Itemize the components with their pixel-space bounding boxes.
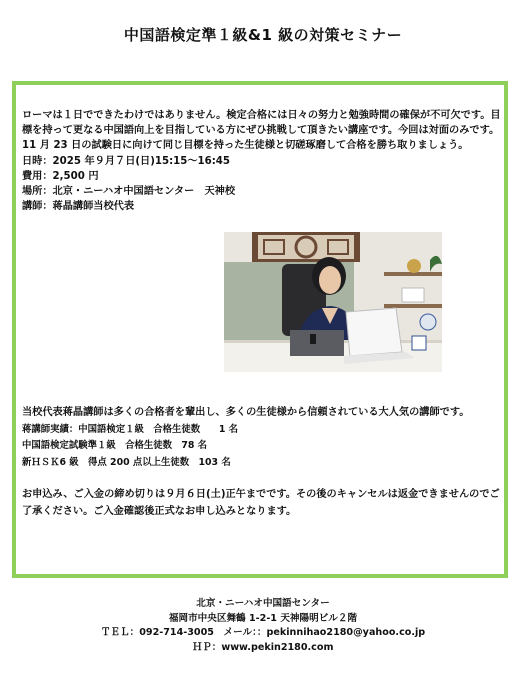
footer bbox=[0, 597, 526, 655]
record-line-1: 蒋講師実績：中国語検定１級 合格生徒数 1 名 bbox=[22, 423, 239, 435]
footer-address: 福岡市中央区舞鶴 1-2-1 天神陽明ビル２階 bbox=[168, 612, 358, 624]
date-line: 日時：2025 年９月７日(日)15:15～16:45 bbox=[22, 155, 230, 167]
instructor-line: 講師：蒋晶講師当校代表 bbox=[22, 201, 135, 213]
footer-contact: ＴＥＬ：092-714-3005 メール：：pekinnihao2180@yahoo.co.jp bbox=[100, 627, 426, 638]
place-line: 場所：北京・ニーハオ中国語センター 天神校 bbox=[22, 186, 236, 198]
footer-homepage: ＨＰ：www.pekin2180.com bbox=[192, 641, 334, 653]
deadline-note: お申込み、ご入金の締め切りは９月６日(土)正午までです。その後のキャンセルは返金できませんのでご了承ください。ご入金確認後正式なお申し込みとなります。 bbox=[22, 489, 500, 517]
record-line-2: 中国語検定試験準１級 合格生徒数 78 名 bbox=[22, 440, 208, 451]
instructor-photo-illustration bbox=[224, 232, 442, 372]
instructor-intro: 当校代表蒋晶講師は多くの合格者を輩出し、多くの生徒様から信頼されている大人気の講師です。 bbox=[22, 407, 470, 418]
instructor-section bbox=[22, 405, 508, 471]
footer-org: 北京・ニーハオ中国語センター bbox=[196, 598, 330, 609]
page-title: 中国語検定準１級&1 級の対策セミナー bbox=[123, 26, 403, 44]
seminar-description bbox=[22, 108, 508, 214]
fee-line: 費用：2,500 円 bbox=[22, 170, 99, 182]
instructor-photo bbox=[224, 232, 442, 372]
intro-paragraph: ローマは１日でできたわけではありません。検定合格には日々の努力と勉強時間の確保が不可欠です。目標を持って更なる中国語向上を目指している方にぜひ挑戦して頂きたい講座です。今回は対面のみです。11 月 23 日の試験日に向けて同じ目標を持った生徒様と切磋琢磨して合格を勝ち取りましょう。 bbox=[22, 110, 501, 152]
record-line-3: 新ＨＳＫ6 級 得点 200 点以上生徒数 103 名 bbox=[22, 456, 231, 468]
